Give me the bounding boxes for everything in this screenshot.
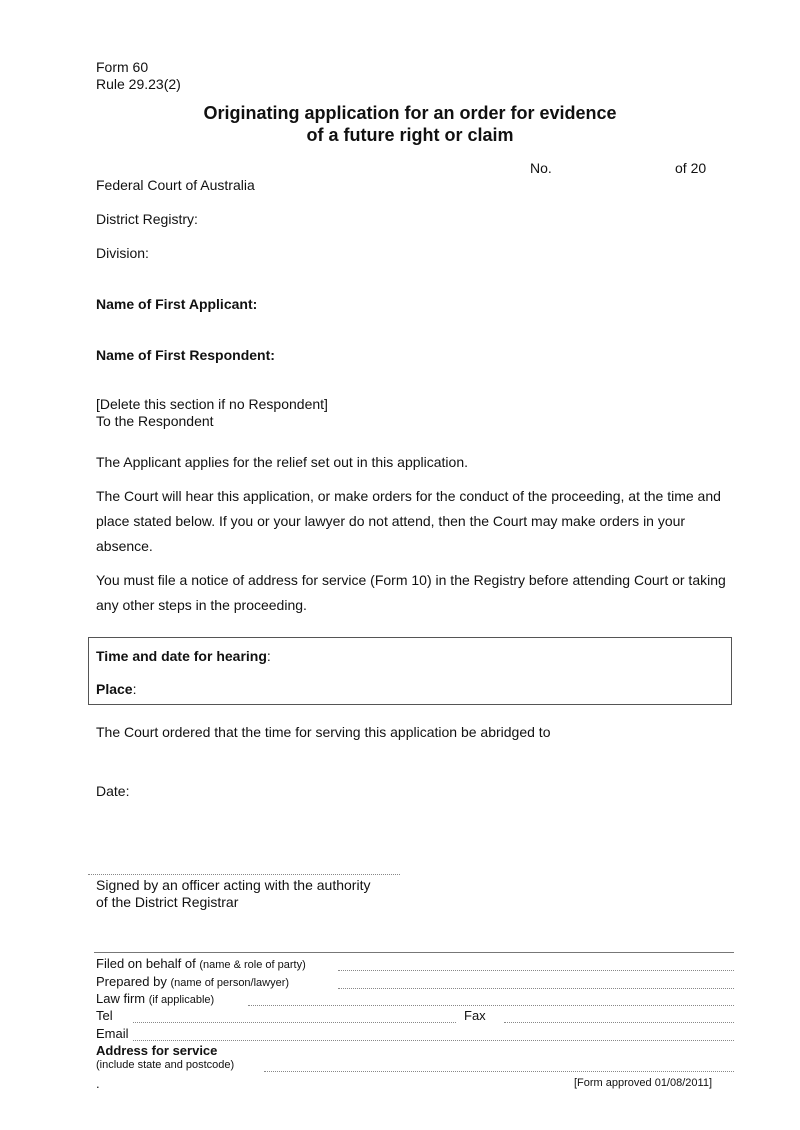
date-label: Date: bbox=[96, 783, 130, 799]
time-date-colon: : bbox=[266, 648, 271, 664]
filed-on-behalf-label bbox=[96, 956, 306, 973]
time-date-hearing-label bbox=[96, 648, 271, 665]
prepared-by-text: Prepared by bbox=[96, 974, 167, 989]
place-text: Place bbox=[96, 681, 133, 697]
first-respondent-label: Name of First Respondent: bbox=[96, 347, 275, 363]
address-for-service-paragraph: You must file a notice of address for service (Form 10) in the Registry before attending Court or taking any other steps in the proceeding. bbox=[96, 572, 726, 613]
email-label: Email bbox=[96, 1026, 129, 1041]
proceeding-number-label: No. bbox=[530, 160, 552, 176]
hearing-notice-paragraph: The Court will hear this application, or make orders for the conduct of the proceeding, at the time and place stated below. If you or your lawyer do not attend, then the Court may make orders in your absence. bbox=[96, 488, 721, 554]
address-for-service-label: Address for service bbox=[96, 1043, 218, 1058]
law-firm-text: Law firm bbox=[96, 991, 146, 1006]
address-line bbox=[264, 1071, 734, 1072]
prepared-by-label bbox=[96, 974, 289, 991]
email-line bbox=[133, 1040, 734, 1041]
filed-on-behalf-line bbox=[338, 970, 734, 971]
time-date-hearing-text: Time and date for hearing bbox=[96, 648, 267, 664]
signature-caption-line2: of the District Registrar bbox=[96, 894, 239, 910]
first-applicant-label: Name of First Applicant: bbox=[96, 296, 258, 312]
relief-paragraph: The Applicant applies for the relief set out in this application. bbox=[96, 454, 468, 470]
law-firm-line bbox=[248, 1005, 734, 1006]
signature-line bbox=[88, 874, 400, 875]
prepared-by-line bbox=[338, 988, 734, 989]
footer-top-rule bbox=[94, 952, 734, 953]
fax-line bbox=[504, 1022, 734, 1023]
court-name: Federal Court of Australia bbox=[96, 177, 255, 193]
district-registry-label: District Registry: bbox=[96, 211, 198, 227]
filed-on-behalf-text: Filed on behalf of bbox=[96, 956, 196, 971]
abridged-time-text: The Court ordered that the time for serving this application be abridged to bbox=[96, 724, 551, 740]
prepared-by-hint: (name of person/lawyer) bbox=[170, 977, 290, 989]
page-title-line1: Originating application for an order for evidence bbox=[203, 103, 617, 123]
form-number: Form 60 bbox=[96, 59, 149, 75]
law-firm-label bbox=[96, 991, 214, 1008]
hearing-details-box bbox=[88, 637, 732, 705]
page-title-line2: of a future right or claim bbox=[306, 125, 514, 145]
division-label: Division: bbox=[96, 245, 149, 261]
filed-on-behalf-hint: (name & role of party) bbox=[199, 959, 306, 971]
proceeding-year-label: of 20 bbox=[675, 160, 707, 176]
tel-line bbox=[133, 1022, 456, 1023]
form-approved-note: [Form approved 01/08/2011] bbox=[574, 1077, 712, 1089]
footer-dot: . bbox=[96, 1076, 100, 1091]
rule-reference: Rule 29.23(2) bbox=[96, 76, 181, 92]
address-for-service-hint: (include state and postcode) bbox=[96, 1059, 235, 1071]
place-colon: : bbox=[132, 681, 137, 697]
tel-label: Tel bbox=[96, 1008, 113, 1023]
fax-label: Fax bbox=[464, 1008, 486, 1023]
to-respondent-heading: To the Respondent bbox=[96, 413, 214, 429]
signature-caption-line1: Signed by an officer acting with the authority bbox=[96, 877, 371, 893]
delete-section-note: [Delete this section if no Respondent] bbox=[96, 396, 328, 412]
law-firm-hint: (if applicable) bbox=[148, 994, 215, 1006]
place-label bbox=[96, 681, 136, 698]
